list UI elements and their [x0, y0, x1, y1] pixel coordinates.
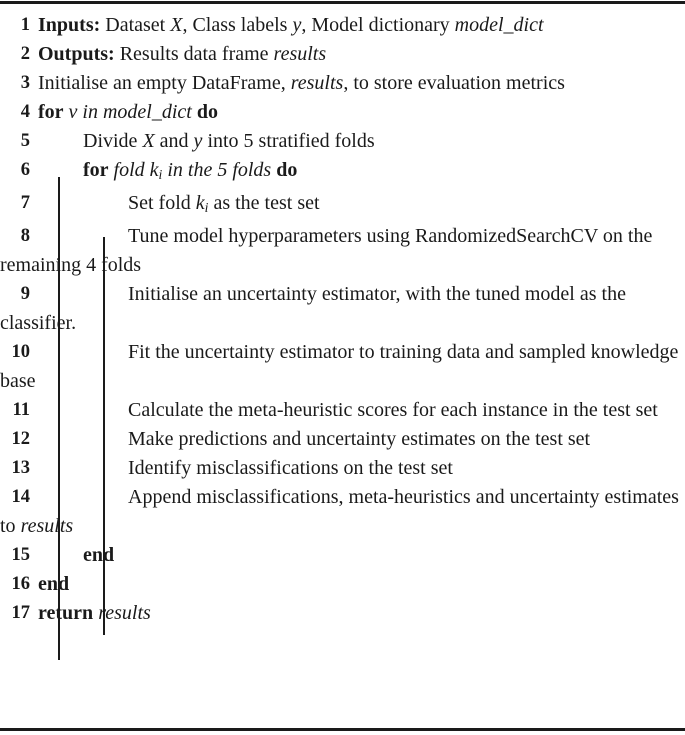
line-content — [0, 225, 652, 277]
line-text-segment: end — [38, 572, 70, 595]
line-text-segment: i — [204, 199, 209, 215]
line-text-segment: Make predictions and uncertainty estimates on the test set — [128, 427, 591, 450]
line-text-segment: into 5 stratified folds — [202, 130, 375, 152]
line-text-segment: Dataset — [100, 14, 171, 36]
line-text-segment: as the test set — [208, 191, 320, 214]
line-number: 13 — [11, 457, 30, 478]
line-number: 9 — [20, 283, 30, 304]
line-number: 15 — [11, 544, 30, 565]
line-text-segment: , Class labels — [182, 14, 293, 36]
line-text-segment: in the 5 folds — [162, 159, 277, 181]
algorithm-line — [0, 98, 685, 127]
line-text-segment: model_dict — [454, 14, 544, 36]
line-text-segment: for — [38, 101, 64, 123]
algorithm-line — [0, 599, 685, 628]
line-content — [0, 341, 678, 393]
algorithm-line — [0, 127, 685, 156]
algorithm-line — [0, 69, 685, 98]
line-text-segment: Tune model hyperparameters using RandomizedSearchCV on the remaining 4 folds — [0, 224, 653, 276]
line-text-segment: v in model_dict — [63, 101, 197, 123]
line-content — [83, 544, 114, 567]
algorithm-line — [0, 222, 685, 280]
line-text-segment: X — [170, 14, 183, 36]
line-content — [128, 457, 453, 480]
line-text-segment: , to store evaluation metrics — [343, 72, 565, 94]
line-number: 4 — [20, 102, 30, 122]
line-text-segment: X — [142, 130, 155, 152]
line-text-segment: Results data frame — [114, 43, 274, 65]
line-content — [38, 602, 151, 625]
algorithm-line — [0, 396, 685, 425]
line-number: 6 — [20, 160, 30, 180]
line-content — [83, 130, 375, 153]
line-text-segment: k — [195, 191, 205, 214]
line-text-segment: Identify misclassifications on the test set — [128, 456, 453, 479]
line-number: 2 — [20, 44, 30, 64]
line-content — [128, 428, 590, 451]
algorithm-line — [0, 189, 685, 222]
line-text-segment: y — [292, 14, 302, 36]
line-number: 12 — [11, 428, 30, 449]
line-text-segment: for — [83, 159, 109, 181]
line-text-segment: do — [196, 101, 218, 123]
line-text-segment: Initialise an empty DataFrame, — [38, 72, 291, 94]
line-text-segment: return — [38, 601, 94, 624]
algorithm-line — [0, 454, 685, 483]
line-content — [83, 159, 297, 182]
line-content — [128, 399, 658, 422]
line-number: 5 — [20, 131, 30, 151]
line-text-segment: do — [276, 159, 298, 181]
line-text-segment: Set fold — [128, 191, 196, 214]
line-text-segment: and — [154, 130, 194, 152]
line-content — [38, 72, 565, 95]
algorithm-line — [0, 280, 685, 338]
line-content — [128, 192, 320, 215]
algorithm-line — [0, 425, 685, 454]
line-text-segment: end — [83, 543, 115, 566]
line-text-segment: Initialise an uncertainty estimator, with the tuned model as the classifier. — [0, 282, 626, 334]
line-number: 16 — [11, 573, 30, 594]
line-text-segment: fold k — [108, 159, 159, 181]
line-text-segment: , Model dictionary — [301, 14, 455, 36]
line-content — [0, 486, 679, 538]
line-text-segment: y — [193, 130, 203, 152]
line-text-segment: i — [158, 166, 163, 182]
line-content — [38, 14, 544, 37]
line-number: 8 — [20, 225, 30, 246]
line-number: 10 — [11, 341, 30, 362]
line-number: 14 — [11, 486, 30, 507]
line-text-segment: results — [290, 72, 344, 94]
algorithm-bottom-rule — [0, 728, 685, 731]
line-number: 17 — [11, 602, 30, 623]
line-number: 7 — [20, 192, 30, 213]
algorithm-lines — [0, 11, 685, 628]
line-text-segment: results — [93, 601, 151, 624]
line-text-segment: Inputs: — [38, 14, 101, 36]
line-content — [38, 101, 218, 124]
algorithm-line — [0, 338, 685, 396]
line-number: 3 — [20, 73, 30, 93]
algorithm-line — [0, 40, 685, 69]
line-number: 11 — [12, 399, 30, 420]
line-text-segment: results — [273, 43, 327, 65]
line-text-segment: Append misclassifications, meta-heuristics and uncertainty estimates to — [0, 485, 679, 537]
line-content — [0, 283, 626, 335]
algorithm-line — [0, 11, 685, 40]
line-content — [38, 573, 69, 596]
line-text-segment: Divide — [83, 130, 143, 152]
line-text-segment: Fit the uncertainty estimator to training data and sampled knowledge base — [0, 340, 679, 392]
algorithm-top-rule — [0, 1, 685, 4]
algorithm-line — [0, 156, 685, 189]
line-content — [38, 43, 326, 66]
line-text-segment: Outputs: — [38, 43, 115, 65]
line-text-segment: results — [20, 514, 74, 537]
algorithm-line — [0, 570, 685, 599]
line-number: 1 — [20, 15, 30, 35]
algorithm-line — [0, 541, 685, 570]
line-text-segment: Calculate the meta-heuristic scores for each instance in the test set — [128, 398, 658, 421]
algorithm-line — [0, 483, 685, 541]
